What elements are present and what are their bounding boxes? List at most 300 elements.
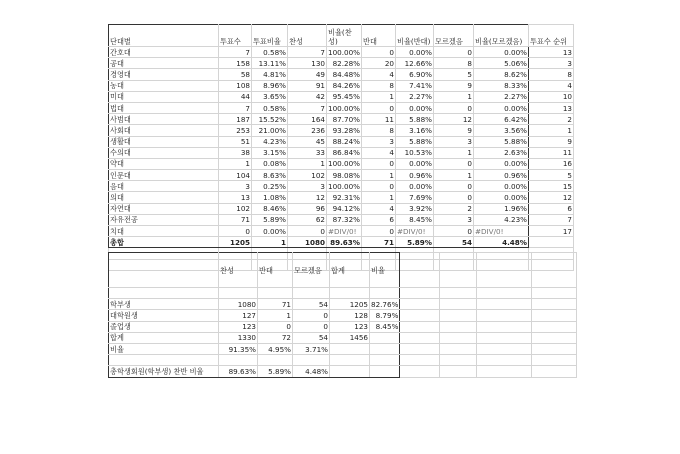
data-cell[interactable]: 2.27% <box>474 91 529 102</box>
total-cell[interactable]: 54 <box>434 237 474 248</box>
data-cell[interactable]: 0 <box>219 226 252 237</box>
row-label[interactable]: 비율 <box>109 343 219 354</box>
column-header[interactable]: 비율(모르겠음) <box>474 25 529 47</box>
data-cell[interactable]: 8.45% <box>370 321 400 332</box>
empty-cell[interactable] <box>293 288 330 299</box>
data-cell[interactable]: 3 <box>529 58 574 69</box>
data-cell[interactable]: 54 <box>293 299 330 310</box>
data-cell[interactable]: 54 <box>293 332 330 343</box>
data-cell[interactable]: 12 <box>434 114 474 125</box>
data-cell[interactable]: 127 <box>219 310 258 321</box>
data-cell[interactable]: 5.89% <box>252 214 288 225</box>
data-cell[interactable]: 9 <box>529 136 574 147</box>
empty-cell[interactable] <box>532 310 577 321</box>
empty-cell[interactable] <box>219 355 258 366</box>
data-cell[interactable]: 0.96% <box>474 170 529 181</box>
data-cell[interactable]: 72 <box>258 332 293 343</box>
data-cell[interactable]: 3 <box>288 181 327 192</box>
data-cell[interactable]: 158 <box>219 58 252 69</box>
empty-cell[interactable] <box>400 321 440 332</box>
data-cell[interactable]: 2.27% <box>396 91 434 102</box>
empty-cell[interactable] <box>532 332 577 343</box>
empty-cell[interactable] <box>109 288 219 299</box>
data-cell[interactable]: 102 <box>219 203 252 214</box>
data-cell[interactable]: 4 <box>362 147 396 158</box>
data-cell[interactable]: 15 <box>529 181 574 192</box>
empty-cell[interactable] <box>400 288 440 299</box>
data-cell[interactable]: 7 <box>288 47 327 58</box>
table-row <box>109 192 574 203</box>
data-cell[interactable]: #DIV/0! <box>327 226 362 237</box>
data-cell[interactable]: 4 <box>529 80 574 91</box>
data-cell[interactable]: 3.16% <box>396 125 434 136</box>
data-cell[interactable]: 123 <box>330 321 370 332</box>
data-cell[interactable]: 33 <box>288 147 327 158</box>
data-cell[interactable]: 0 <box>434 181 474 192</box>
data-cell[interactable]: #DIV/0! <box>396 226 434 237</box>
college-name-cell[interactable]: 사범대 <box>109 114 219 125</box>
empty-cell[interactable] <box>258 355 293 366</box>
data-cell[interactable]: 8.79% <box>370 310 400 321</box>
data-cell[interactable]: 0 <box>362 102 396 113</box>
total-cell[interactable]: 4.48% <box>474 237 529 248</box>
data-cell[interactable]: 13 <box>219 192 252 203</box>
empty-cell[interactable] <box>400 299 440 310</box>
data-cell[interactable]: 4.95% <box>258 343 293 354</box>
total-label[interactable]: 총합 <box>109 237 219 248</box>
total-cell[interactable]: 71 <box>362 237 396 248</box>
data-cell[interactable]: 0.00% <box>474 192 529 203</box>
data-cell[interactable]: 1080 <box>219 299 258 310</box>
empty-cell[interactable] <box>532 253 577 288</box>
data-cell[interactable] <box>330 343 370 354</box>
data-cell[interactable]: 82.76% <box>371 299 399 309</box>
column-header[interactable] <box>109 253 219 288</box>
empty-cell[interactable] <box>477 355 532 366</box>
column-header[interactable]: 비율(반대) <box>396 25 434 47</box>
data-cell[interactable]: 45 <box>288 136 327 147</box>
empty-cell[interactable] <box>440 366 477 377</box>
data-cell[interactable]: 0.96% <box>396 170 434 181</box>
column-header[interactable]: 투표수 순위 <box>529 25 574 47</box>
data-cell[interactable]: 1.96% <box>474 203 529 214</box>
empty-cell[interactable] <box>400 253 440 288</box>
data-cell[interactable]: 4 <box>362 203 396 214</box>
empty-cell[interactable] <box>532 366 577 377</box>
college-name-cell[interactable]: 자연대 <box>109 203 219 214</box>
table-row <box>109 91 574 102</box>
data-cell[interactable]: 5.88% <box>396 114 434 125</box>
data-cell[interactable]: 1 <box>434 147 474 158</box>
data-cell[interactable]: 8.46% <box>252 203 288 214</box>
data-cell[interactable]: 130 <box>288 58 327 69</box>
table-row <box>109 147 574 158</box>
table-row <box>109 69 574 80</box>
data-cell[interactable]: 0 <box>293 310 330 321</box>
data-cell[interactable]: 95.45% <box>327 91 362 102</box>
college-name-cell[interactable]: 사회대 <box>109 125 219 136</box>
data-cell[interactable]: 3.15% <box>252 147 288 158</box>
data-cell[interactable]: 11 <box>362 114 396 125</box>
data-cell[interactable]: 1 <box>258 310 293 321</box>
empty-cell[interactable] <box>258 288 293 299</box>
data-cell[interactable]: 0.00% <box>474 102 529 113</box>
empty-cell[interactable] <box>293 355 330 366</box>
data-cell[interactable]: 8.62% <box>474 69 529 80</box>
college-name-cell[interactable]: 수의대 <box>109 147 219 158</box>
data-cell[interactable]: 4 <box>362 69 396 80</box>
table-row <box>109 181 574 192</box>
data-cell[interactable]: 1330 <box>219 332 258 343</box>
college-name-cell[interactable]: 의대 <box>109 192 219 203</box>
data-cell[interactable]: 3.71% <box>293 343 330 354</box>
college-name-cell[interactable]: 자유전공 <box>109 214 219 225</box>
empty-cell[interactable] <box>440 321 477 332</box>
data-cell[interactable]: 84.48% <box>327 69 362 80</box>
data-cell[interactable]: 5.88% <box>396 136 434 147</box>
college-name-cell[interactable]: 인문대 <box>109 170 219 181</box>
total-cell[interactable]: 1080 <box>288 237 327 248</box>
data-cell[interactable]: 1456 <box>330 332 370 343</box>
empty-cell[interactable] <box>440 355 477 366</box>
data-cell[interactable]: 62 <box>288 214 327 225</box>
data-cell[interactable] <box>370 332 400 343</box>
data-cell[interactable]: 7 <box>288 102 327 113</box>
college-name-cell[interactable]: 간호대 <box>109 47 219 58</box>
empty-cell[interactable] <box>477 310 532 321</box>
data-cell[interactable]: 5 <box>529 170 574 181</box>
data-cell[interactable]: 8 <box>362 125 396 136</box>
data-cell[interactable]: 93.28% <box>327 125 362 136</box>
data-cell[interactable]: 0 <box>362 181 396 192</box>
data-cell[interactable]: 3 <box>362 136 396 147</box>
empty-cell[interactable] <box>400 332 440 343</box>
table-row <box>109 343 577 354</box>
empty-cell[interactable] <box>330 355 370 366</box>
data-cell[interactable]: 9 <box>434 80 474 91</box>
total-cell[interactable] <box>529 237 574 248</box>
data-cell[interactable]: 2 <box>434 203 474 214</box>
table-row <box>109 170 574 181</box>
votes-by-status-table <box>108 252 577 378</box>
empty-cell[interactable] <box>370 288 400 299</box>
empty-cell[interactable] <box>532 343 577 354</box>
empty-cell[interactable] <box>532 288 577 299</box>
row-label[interactable]: 학부생 <box>109 299 219 310</box>
data-cell[interactable]: 7.69% <box>396 192 434 203</box>
data-cell[interactable]: 12.66% <box>396 58 434 69</box>
data-cell[interactable]: 17 <box>529 226 574 237</box>
data-cell[interactable]: 5.89% <box>258 366 293 377</box>
data-cell[interactable]: 108 <box>219 80 252 91</box>
data-cell[interactable]: 8.96% <box>252 80 288 91</box>
data-cell[interactable]: 0 <box>362 158 396 169</box>
data-cell[interactable]: 4.48% <box>293 366 330 377</box>
college-name-cell[interactable]: 경영대 <box>109 69 219 80</box>
column-header[interactable]: 비율 <box>370 253 400 288</box>
data-cell[interactable]: 21.00% <box>252 125 288 136</box>
data-cell[interactable]: 5.06% <box>474 58 529 69</box>
empty-cell[interactable] <box>477 299 532 310</box>
data-cell[interactable]: 6 <box>362 214 396 225</box>
total-cell[interactable]: 5.89% <box>396 237 434 248</box>
empty-cell[interactable] <box>477 366 532 377</box>
row-label[interactable]: 합계 <box>109 332 219 343</box>
data-cell[interactable]: 12 <box>288 192 327 203</box>
data-cell[interactable]: 0 <box>434 158 474 169</box>
column-header[interactable]: 모르겠음 <box>434 25 474 47</box>
column-header[interactable]: 반대 <box>258 253 293 288</box>
data-cell[interactable]: 8 <box>434 58 474 69</box>
data-cell[interactable]: 0 <box>362 47 396 58</box>
column-header[interactable]: 반대 <box>362 25 396 47</box>
data-cell[interactable]: 0 <box>258 321 293 332</box>
table-row <box>109 47 574 58</box>
data-cell[interactable]: 0.58% <box>252 102 288 113</box>
empty-cell[interactable] <box>532 355 577 366</box>
table-row <box>109 80 574 91</box>
data-cell[interactable]: 7 <box>219 47 252 58</box>
data-cell[interactable]: 98.08% <box>327 170 362 181</box>
data-cell[interactable]: 87.32% <box>327 214 362 225</box>
data-cell[interactable]: 4.81% <box>252 69 288 80</box>
data-cell[interactable]: 1 <box>362 192 396 203</box>
data-cell[interactable]: 9 <box>434 125 474 136</box>
table-row <box>109 299 577 310</box>
data-cell[interactable] <box>370 343 400 354</box>
college-name-cell[interactable]: 농대 <box>109 80 219 91</box>
college-name-cell[interactable]: 치대 <box>109 226 219 237</box>
data-cell[interactable]: 8.33% <box>474 80 529 91</box>
college-name-cell[interactable]: 생활대 <box>109 136 219 147</box>
data-cell[interactable]: 0.00% <box>396 47 434 58</box>
data-cell[interactable]: 253 <box>219 125 252 136</box>
empty-cell[interactable] <box>477 253 532 288</box>
data-cell[interactable]: 0.08% <box>252 158 288 169</box>
data-cell[interactable]: 3 <box>434 136 474 147</box>
data-cell[interactable]: 71 <box>219 214 252 225</box>
data-cell[interactable]: 104 <box>219 170 252 181</box>
empty-cell[interactable] <box>477 332 532 343</box>
data-cell[interactable]: 1.08% <box>252 192 288 203</box>
table-row <box>109 102 574 113</box>
data-cell[interactable]: 3 <box>434 214 474 225</box>
data-cell[interactable]: 1 <box>529 125 574 136</box>
empty-cell[interactable] <box>440 310 477 321</box>
empty-cell[interactable] <box>440 332 477 343</box>
data-cell[interactable]: 13.11% <box>252 58 288 69</box>
data-cell[interactable]: #DIV/0! <box>474 226 529 237</box>
empty-cell[interactable] <box>400 366 440 377</box>
data-cell[interactable]: 8.45% <box>396 214 434 225</box>
empty-cell[interactable] <box>440 253 477 288</box>
data-cell[interactable]: 4.23% <box>252 136 288 147</box>
empty-cell[interactable] <box>477 288 532 299</box>
total-cell[interactable]: 1205 <box>219 237 252 248</box>
column-header[interactable]: 찬성 <box>288 25 327 47</box>
data-cell[interactable]: 123 <box>219 321 258 332</box>
row-label[interactable]: 총학생회원(학부생) 찬반 비율 <box>109 366 219 377</box>
table-row <box>109 310 577 321</box>
table-row <box>109 214 574 225</box>
empty-cell[interactable] <box>109 355 219 366</box>
empty-cell[interactable] <box>400 355 440 366</box>
data-cell[interactable]: 1 <box>362 91 396 102</box>
data-cell[interactable]: 8.63% <box>252 170 288 181</box>
data-cell[interactable]: 3 <box>219 181 252 192</box>
data-cell[interactable]: 3.56% <box>474 125 529 136</box>
college-name-cell[interactable]: 법대 <box>109 102 219 113</box>
data-cell[interactable]: 6.90% <box>396 69 434 80</box>
data-cell[interactable] <box>370 366 400 377</box>
data-cell[interactable]: 87.70% <box>327 114 362 125</box>
college-name-cell[interactable]: 약대 <box>109 158 219 169</box>
data-cell[interactable]: 11 <box>529 147 574 158</box>
data-cell[interactable]: 42 <box>288 91 327 102</box>
empty-cell[interactable] <box>477 321 532 332</box>
data-cell[interactable]: 0.00% <box>396 181 434 192</box>
row-label[interactable]: 졸업생 <box>109 321 219 332</box>
data-cell[interactable]: 1 <box>288 158 327 169</box>
data-cell[interactable]: 128 <box>330 310 370 321</box>
data-cell[interactable]: 3.92% <box>396 203 434 214</box>
data-cell[interactable]: 10.53% <box>396 147 434 158</box>
data-cell[interactable]: 58 <box>219 69 252 80</box>
data-cell[interactable]: 94.12% <box>327 203 362 214</box>
data-cell[interactable]: 7.41% <box>396 80 434 91</box>
data-cell[interactable]: 187 <box>219 114 252 125</box>
empty-cell[interactable] <box>400 310 440 321</box>
data-cell[interactable]: 7 <box>219 102 252 113</box>
column-header[interactable]: 단대별 <box>109 25 219 47</box>
data-cell[interactable]: 10 <box>529 91 574 102</box>
data-cell[interactable]: 13 <box>529 102 574 113</box>
data-cell[interactable]: 0 <box>434 47 474 58</box>
data-cell[interactable]: 13 <box>529 47 574 58</box>
data-cell[interactable]: 0 <box>434 226 474 237</box>
data-cell[interactable]: 1205 <box>330 299 370 310</box>
data-cell[interactable]: 0.00% <box>252 226 288 237</box>
data-cell[interactable]: 89.63% <box>219 366 258 377</box>
empty-cell[interactable] <box>532 321 577 332</box>
college-name-cell[interactable]: 음대 <box>109 181 219 192</box>
table-row <box>109 158 574 169</box>
data-cell[interactable]: 0 <box>293 321 330 332</box>
empty-cell[interactable] <box>440 299 477 310</box>
data-cell[interactable]: 12 <box>529 192 574 203</box>
data-cell[interactable]: 0 <box>288 226 327 237</box>
data-cell[interactable]: 0 <box>434 192 474 203</box>
data-cell[interactable]: 16 <box>529 158 574 169</box>
column-header[interactable]: 투표수 <box>219 25 252 47</box>
data-cell[interactable]: 20 <box>362 58 396 69</box>
data-cell[interactable]: 91 <box>288 80 327 91</box>
empty-cell[interactable] <box>400 343 440 354</box>
data-cell[interactable]: 84.26% <box>327 80 362 91</box>
data-cell[interactable]: 15.52% <box>252 114 288 125</box>
data-cell[interactable]: 0.00% <box>474 158 529 169</box>
empty-cell[interactable] <box>219 288 258 299</box>
data-cell[interactable]: 4.23% <box>474 214 529 225</box>
college-name-cell[interactable]: 공대 <box>109 58 219 69</box>
data-cell[interactable]: 1 <box>219 158 252 169</box>
column-header[interactable]: 모르겠음 <box>293 253 330 288</box>
data-cell[interactable]: 91.35% <box>219 343 258 354</box>
table-row <box>109 136 574 147</box>
data-cell[interactable]: 1 <box>434 91 474 102</box>
empty-cell[interactable] <box>477 343 532 354</box>
data-cell[interactable]: 8 <box>362 80 396 91</box>
college-name-cell[interactable]: 미대 <box>109 91 219 102</box>
total-cell[interactable]: 89.63% <box>327 237 362 248</box>
total-cell[interactable]: 1 <box>252 237 288 248</box>
data-cell[interactable]: 44 <box>219 91 252 102</box>
data-cell[interactable]: 8 <box>529 69 574 80</box>
table-row <box>109 332 577 343</box>
data-cell[interactable]: 0.00% <box>474 181 529 192</box>
data-cell[interactable]: 0 <box>362 226 396 237</box>
data-cell[interactable]: 2 <box>529 114 574 125</box>
data-cell[interactable]: 0.00% <box>474 47 529 58</box>
data-cell[interactable]: 92.31% <box>327 192 362 203</box>
data-cell[interactable]: 0.00% <box>396 158 434 169</box>
header-row <box>109 25 574 47</box>
empty-cell[interactable] <box>330 288 370 299</box>
data-cell[interactable]: 6 <box>529 203 574 214</box>
data-cell[interactable]: 100.00% <box>328 181 360 191</box>
data-cell[interactable]: 0.00% <box>396 102 434 113</box>
row-label[interactable]: 대학원생 <box>109 310 219 321</box>
data-cell[interactable]: 86.84% <box>327 147 362 158</box>
empty-cell[interactable] <box>440 343 477 354</box>
data-cell[interactable]: 3.65% <box>252 91 288 102</box>
column-header[interactable]: 투표비율 <box>252 25 288 47</box>
data-cell[interactable]: 100.00% <box>328 47 360 57</box>
empty-cell[interactable] <box>532 299 577 310</box>
data-cell[interactable]: 1 <box>434 170 474 181</box>
data-cell[interactable]: 7 <box>529 214 574 225</box>
data-cell[interactable]: 96 <box>288 203 327 214</box>
empty-cell[interactable] <box>440 288 477 299</box>
data-cell[interactable] <box>330 366 370 377</box>
data-cell[interactable]: 100.00% <box>328 159 360 169</box>
data-cell[interactable]: 1 <box>362 170 396 181</box>
table-row <box>109 226 574 237</box>
data-cell[interactable]: 82.28% <box>327 58 362 69</box>
data-cell[interactable]: 0.25% <box>252 181 288 192</box>
data-cell[interactable]: 5.88% <box>474 136 529 147</box>
data-cell[interactable]: 6.42% <box>474 114 529 125</box>
data-cell[interactable]: 51 <box>219 136 252 147</box>
data-cell[interactable]: 0.58% <box>252 47 288 58</box>
data-cell[interactable]: 2.63% <box>474 147 529 158</box>
data-cell[interactable]: 102 <box>288 170 327 181</box>
data-cell[interactable]: 236 <box>288 125 327 136</box>
column-header[interactable]: 찬성 <box>219 253 258 288</box>
data-cell[interactable]: 5 <box>434 69 474 80</box>
data-cell[interactable]: 38 <box>219 147 252 158</box>
column-header[interactable]: 비율(찬성) <box>327 25 362 47</box>
column-header[interactable]: 합계 <box>330 253 370 288</box>
data-cell[interactable]: 0 <box>434 102 474 113</box>
data-cell[interactable]: 71 <box>258 299 293 310</box>
data-cell[interactable]: 100.00% <box>328 103 360 113</box>
table-row <box>109 366 577 377</box>
data-cell[interactable]: 164 <box>288 114 327 125</box>
data-cell[interactable]: 88.24% <box>327 136 362 147</box>
empty-cell[interactable] <box>370 355 400 366</box>
data-cell[interactable]: 49 <box>288 69 327 80</box>
